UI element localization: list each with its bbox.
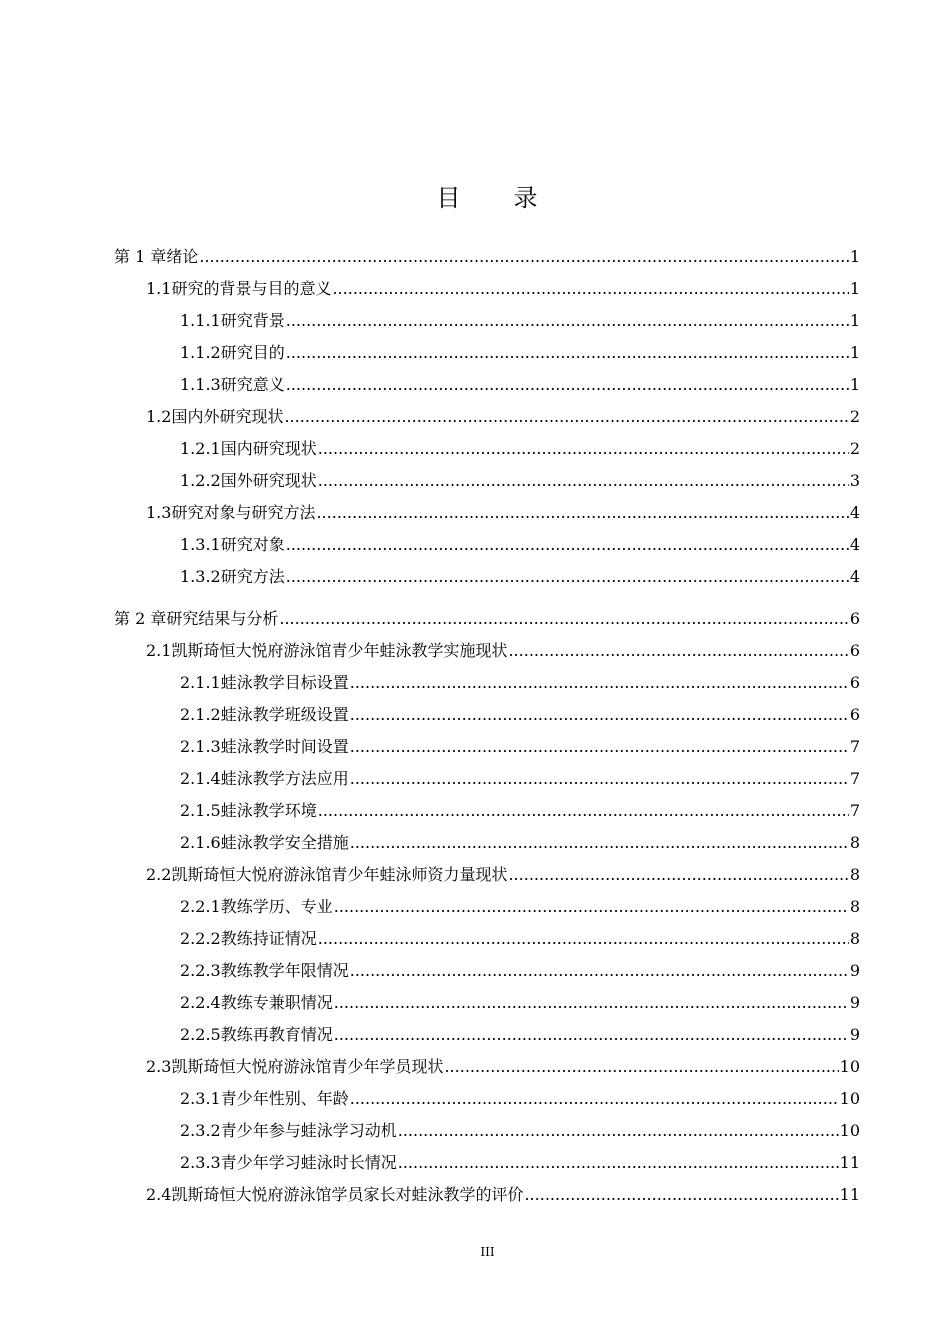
toc-entry-number: 2.3.3 [180, 1153, 221, 1172]
toc-entry-number: 2.2.3 [180, 961, 221, 980]
toc-entry-number: 1.1 [146, 279, 172, 298]
toc-entry-title: 凯斯琦恒大悦府游泳馆青少年蛙泳师资力量现状 [171, 865, 508, 884]
toc-entry-title: 研究对象与研究方法 [171, 503, 316, 522]
toc-entry-title: 蛙泳教学方法应用 [220, 769, 349, 788]
toc-entry-number: 1.1.3 [180, 375, 221, 394]
toc-section-entry[interactable] [180, 732, 860, 762]
toc-entry-number: 2.3.1 [180, 1089, 221, 1108]
toc-entry-page: 3 [849, 471, 860, 490]
toc-entry-number: 2.4 [146, 1185, 172, 1204]
toc-entry-title: 蛙泳教学环境 [220, 801, 317, 820]
toc-dot-leader [350, 764, 849, 794]
toc-dot-leader [334, 988, 849, 1018]
toc-section-entry[interactable] [180, 828, 860, 858]
toc-entry-page: 2 [849, 439, 860, 458]
toc-entry-page: 6 [849, 609, 860, 628]
toc-entry-page: 6 [849, 673, 860, 692]
toc-entry-page: 4 [849, 503, 860, 522]
toc-section-entry[interactable] [180, 530, 860, 560]
toc-section-entry[interactable] [180, 764, 860, 794]
toc-entry-number: 2.2 [146, 865, 172, 884]
toc-entry-title: 研究结果与分析 [166, 609, 279, 628]
toc-chapter-entry[interactable] [114, 242, 860, 272]
toc-entry-page: 1 [849, 343, 860, 362]
toc-entry-title: 国内研究现状 [220, 439, 317, 458]
toc-section-entry[interactable] [146, 1180, 860, 1210]
toc-entry-page: 4 [849, 567, 860, 586]
toc-section-entry[interactable] [180, 700, 860, 730]
toc-entry-title: 研究背景 [220, 311, 285, 330]
toc-entry-number: 2.3.2 [180, 1121, 221, 1140]
toc-dot-leader [350, 956, 849, 986]
toc-entry-page: 4 [849, 535, 860, 554]
toc-dot-leader [334, 1020, 849, 1050]
toc-entry-number: 2.2.1 [180, 897, 221, 916]
toc-entry-title: 教练学历、专业 [220, 897, 333, 916]
toc-section-entry[interactable] [180, 956, 860, 986]
toc-entry-title: 蛙泳教学时间设置 [220, 737, 349, 756]
toc-entry-number: 1.2.1 [180, 439, 221, 458]
toc-entry-page: 8 [849, 833, 860, 852]
toc-dot-leader [279, 604, 848, 634]
toc-dot-leader [286, 370, 849, 400]
toc-entry-title: 国内外研究现状 [171, 407, 284, 426]
toc-section-entry[interactable] [146, 274, 860, 304]
toc-entry-page: 7 [849, 737, 860, 756]
toc-entry-title: 研究的背景与目的意义 [171, 279, 332, 298]
toc-entry-page: 10 [839, 1057, 860, 1076]
page-number: III [480, 1245, 495, 1259]
toc-entry-number: 1.3 [146, 503, 172, 522]
toc-entry-page: 1 [849, 279, 860, 298]
toc-dot-leader [286, 562, 849, 592]
toc-section-entry[interactable] [180, 988, 860, 1018]
toc-entry-number: 2.1.6 [180, 833, 221, 852]
toc-entry-title: 凯斯琦恒大悦府游泳馆学员家长对蛙泳教学的评价 [171, 1185, 524, 1204]
toc-entry-title: 教练再教育情况 [220, 1025, 333, 1044]
toc-section-entry[interactable] [180, 1116, 860, 1146]
page-title-char-1: 目 [436, 184, 462, 212]
toc-dot-leader [350, 668, 849, 698]
toc-entry-title: 青少年学习蛙泳时长情况 [220, 1153, 397, 1172]
toc-entry-number: 2.2.5 [180, 1025, 221, 1044]
toc-entry-number: 1.1.2 [180, 343, 221, 362]
toc-dot-leader [398, 1116, 839, 1146]
toc-entry-page: 8 [849, 865, 860, 884]
toc-entry-page: 6 [849, 641, 860, 660]
toc-entry-title: 国外研究现状 [220, 471, 317, 490]
toc-entry-page: 2 [849, 407, 860, 426]
toc-entry-title: 研究方法 [220, 567, 285, 586]
toc-entry-page: 7 [849, 801, 860, 820]
toc-entry-page: 7 [849, 769, 860, 788]
toc-dot-leader [286, 530, 849, 560]
toc-entry-number: 2.1.3 [180, 737, 221, 756]
toc-section-entry[interactable] [180, 434, 860, 464]
toc-dot-leader [318, 466, 849, 496]
toc-dot-leader [508, 860, 848, 890]
toc-entry-page: 10 [839, 1089, 860, 1108]
toc-section-entry[interactable] [180, 466, 860, 496]
toc-dot-leader [524, 1180, 838, 1210]
toc-entry-number: 1.2 [146, 407, 172, 426]
toc-entry-number: 2.3 [146, 1057, 172, 1076]
toc-entry-number: 2.2.2 [180, 929, 221, 948]
toc-entry-number: 1.3.2 [180, 567, 221, 586]
toc-entry-page: 1 [849, 375, 860, 394]
toc-dot-leader [350, 828, 849, 858]
toc-dot-leader [444, 1052, 838, 1082]
toc-entry-number: 2.1.1 [180, 673, 221, 692]
toc-entry-number: 2.1.5 [180, 801, 221, 820]
toc-entry-page: 1 [849, 311, 860, 330]
toc-dot-leader [334, 892, 849, 922]
toc-entry-page: 8 [849, 897, 860, 916]
toc-dot-leader [350, 732, 849, 762]
toc-entry-page: 9 [849, 993, 860, 1012]
toc-section-entry[interactable] [180, 892, 860, 922]
toc-entry-page: 9 [849, 1025, 860, 1044]
toc-entry-page: 9 [849, 961, 860, 980]
toc-dot-leader [350, 1084, 839, 1114]
toc-dot-leader [332, 274, 848, 304]
toc-section-entry[interactable] [180, 1148, 860, 1178]
toc-entry-title: 研究对象 [220, 535, 285, 554]
toc-entry-title: 蛙泳教学安全措施 [220, 833, 349, 852]
toc-section-entry[interactable] [180, 1020, 860, 1050]
toc-entry-number: 2.2.4 [180, 993, 221, 1012]
toc-dot-leader [286, 338, 849, 368]
toc-entry-number: 第 2 章 [114, 609, 167, 628]
toc-section-entry[interactable] [180, 924, 860, 954]
toc-entry-title: 凯斯琦恒大悦府游泳馆青少年学员现状 [171, 1057, 444, 1076]
toc-entry-number: 1.1.1 [180, 311, 221, 330]
toc-entry-page: 6 [849, 705, 860, 724]
toc-section-entry[interactable] [180, 562, 860, 592]
toc-section-entry[interactable] [180, 1084, 860, 1114]
toc-dot-leader [318, 434, 849, 464]
toc-entry-page: 1 [849, 247, 860, 266]
toc-section-entry[interactable] [180, 668, 860, 698]
toc-entry-number: 第 1 章 [114, 247, 167, 266]
page-title [0, 178, 950, 213]
toc-dot-leader [398, 1148, 839, 1178]
toc-entry-title: 研究意义 [220, 375, 285, 394]
toc-dot-leader [199, 242, 848, 272]
toc-entry-title: 凯斯琦恒大悦府游泳馆青少年蛙泳教学实施现状 [171, 641, 508, 660]
toc-section-entry[interactable] [180, 370, 860, 400]
toc-section-entry[interactable] [146, 498, 860, 528]
toc-entry-title: 蛙泳教学目标设置 [220, 673, 349, 692]
toc-section-entry[interactable] [146, 636, 860, 666]
toc-dot-leader [316, 498, 848, 528]
toc-entry-title: 教练持证情况 [220, 929, 317, 948]
toc-entry-page: 11 [839, 1153, 860, 1172]
toc-chapter-entry[interactable] [114, 604, 860, 634]
toc-entry-title: 研究目的 [220, 343, 285, 362]
toc-entry-number: 2.1.4 [180, 769, 221, 788]
toc-entry-title: 教练教学年限情况 [220, 961, 349, 980]
toc-section-entry[interactable] [146, 860, 860, 890]
toc-entry-number: 2.1 [146, 641, 172, 660]
toc-entry-title: 蛙泳教学班级设置 [220, 705, 349, 724]
toc-section-entry[interactable] [146, 1052, 860, 1082]
toc-section-entry[interactable] [180, 796, 860, 826]
toc-entry-title: 教练专兼职情况 [220, 993, 333, 1012]
toc-section-entry[interactable] [180, 338, 860, 368]
toc-dot-leader [350, 700, 849, 730]
toc-entry-page: 8 [849, 929, 860, 948]
toc-entry-page: 10 [839, 1121, 860, 1140]
toc-dot-leader [284, 402, 848, 432]
toc-dot-leader [318, 924, 849, 954]
toc-dot-leader [318, 796, 849, 826]
toc-section-entry[interactable] [146, 402, 860, 432]
toc-entry-title: 绪论 [166, 247, 199, 266]
toc-entry-title: 青少年性别、年龄 [220, 1089, 349, 1108]
toc-dot-leader [286, 306, 849, 336]
toc-entry-title: 青少年参与蛙泳学习动机 [220, 1121, 397, 1140]
toc-entry-number: 1.2.2 [180, 471, 221, 490]
toc-entry-number: 1.3.1 [180, 535, 221, 554]
page-title-char-2: 录 [513, 184, 539, 212]
toc-entry-number: 2.1.2 [180, 705, 221, 724]
toc-dot-leader [508, 636, 848, 666]
toc-entry-page: 11 [839, 1185, 860, 1204]
toc-section-entry[interactable] [180, 306, 860, 336]
